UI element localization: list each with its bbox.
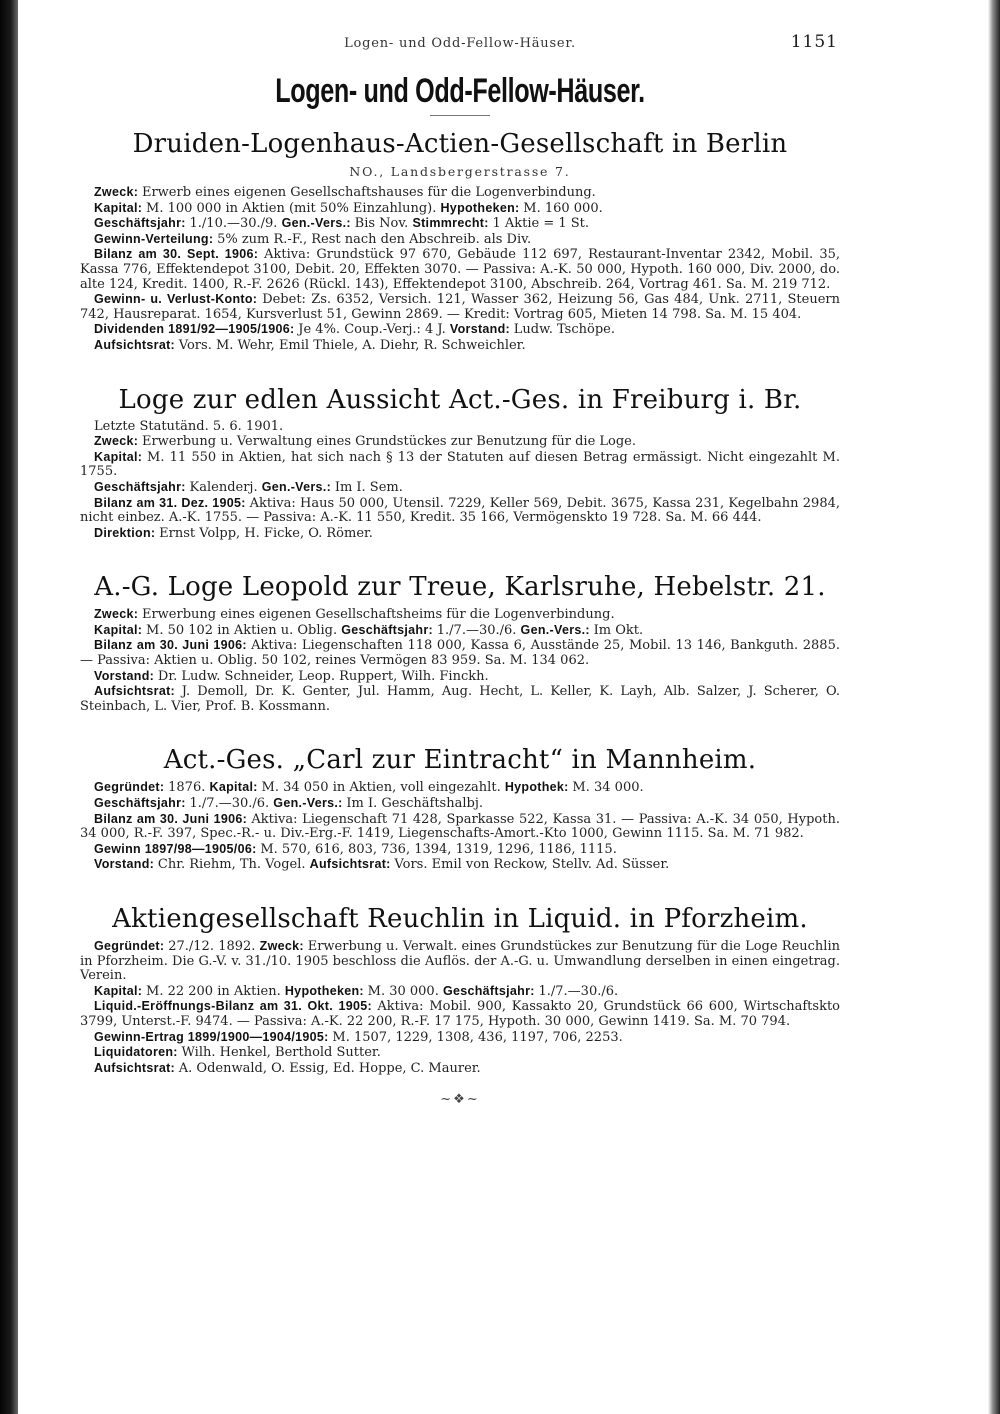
entry-paragraph (80, 480, 840, 496)
field-label: Gen.-Vers.: (261, 479, 335, 494)
section-title: Logen- und Odd-Fellow-Häuser. (275, 72, 645, 110)
field-label: Bilanz am 31. Dez. 1905: (94, 495, 250, 510)
field-label: Aufsichtsrat: (94, 1060, 179, 1075)
company-entry (80, 571, 840, 714)
field-value: Erwerbung eines eigenen Gesellschaftsheims für die Logenverbindung. (141, 607, 615, 623)
field-value: M. 1507, 1229, 1308, 436, 1197, 706, 2253. (332, 1029, 623, 1045)
company-title: Druiden-Logenhaus-Actien-Gesellschaft in Berlin (132, 129, 788, 159)
field-label: Geschäftsjahr: (442, 983, 539, 998)
entry-paragraph (80, 796, 840, 812)
entry-paragraph (80, 857, 840, 873)
field-value: Erwerb eines eigenen Gesellschaftshauses für die Logenverbindung. (141, 185, 596, 200)
field-label: Gen.-Vers.: (520, 622, 594, 637)
entry-paragraph (80, 322, 840, 338)
field-value: Aktiva: Liegenschaft 71 428, Sparkasse 522, Kassa 31. — Passiva: A.-K. 34 050, Hypoth. 34 000, R.-F. 397, Spec.-R.- u. Div.-Erg.-F. 1419, Liegenschafts-Amort.-Kto 1000, Gewinn 1115. Sa. M. 71 982. (80, 811, 840, 842)
field-value: J. Demoll, Dr. K. Genter, Jul. Hamm, Aug. Hecht, L. Keller, K. Layh, Alb. Salzer, J. Scherer, O. Steinbach, L. Vier, Prof. B. Kossmann. (80, 684, 840, 714)
field-label: Hypothek: (504, 780, 573, 795)
field-label: Zweck: (94, 185, 142, 199)
field-value: Im I. Geschäftshalbj. (346, 796, 483, 812)
field-label: Geschäftsjahr: (94, 796, 190, 811)
field-value: 1./7.—30./6. (436, 622, 521, 638)
field-value: Je 4%. Coup.-Verj.: 4 J. (298, 322, 450, 338)
field-value: Im Okt. (593, 622, 644, 638)
entry-paragraph (80, 999, 840, 1029)
entry-paragraph (80, 623, 840, 639)
entry-paragraph (80, 420, 840, 435)
field-label: Vorstand: (94, 857, 158, 872)
field-value: 1./7.—30./6. (189, 796, 274, 812)
field-value: Ludw. Tschöpe. (513, 322, 615, 338)
field-label: Hypotheken: (440, 200, 524, 215)
field-label: Geschäftsjahr: (341, 622, 437, 637)
field-value: Kalenderj. (189, 479, 262, 495)
field-value: M. 11 550 in Aktien, hat sich nach § 13 der Statuten auf diesen Betrag ermässigt. Nicht eingezahlt M. 1755. (80, 449, 840, 480)
field-value: Bis Nov. (354, 216, 413, 232)
field-value: 1876. (168, 780, 210, 796)
field-label: Bilanz am 30. Sept. 1906: (94, 247, 265, 262)
entry-paragraph (80, 201, 840, 217)
page-edge-shadow (988, 0, 1000, 1414)
field-label: Zweck: (94, 434, 142, 449)
field-label: Gewinn 1897/98—1905/06: (94, 841, 261, 856)
field-value: Debet: Zs. 6352, Versich. 121, Wasser 362, Heizung 56, Gas 484, Unk. 2711, Steuern 742, Hausreparat. 1654, Kursverlust 51, Gewinn 2869. — Kredit: Vortrag 605, Mieten 14 798. Sa. M. 15 404. (80, 292, 840, 322)
entry-paragraph (80, 669, 840, 685)
field-value: Letzte Statutänd. 5. 6. 1901. (94, 418, 284, 434)
field-value: 27./12. 1892. (168, 939, 260, 954)
running-head (80, 28, 840, 58)
field-label: Bilanz am 30. Juni 1906: (94, 638, 252, 653)
field-value: Im I. Sem. (334, 479, 403, 495)
field-label: Gewinn-Verteilung: (94, 231, 218, 246)
field-value: Dr. Ludw. Schneider, Leop. Ruppert, Wilh. Finckh. (157, 668, 489, 684)
field-value: Vors. M. Wehr, Emil Thiele, A. Diehr, R. Schweichler. (178, 337, 526, 353)
field-label: Gewinn-Ertrag 1899/1900—1904/1905: (94, 1029, 333, 1044)
field-label: Kapital: (94, 622, 147, 637)
field-label: Gegründet: (94, 939, 169, 953)
company-title: Loge zur edlen Aussicht Act.-Ges. in Freiburg i. Br. (118, 384, 802, 415)
entry-paragraph (80, 939, 840, 984)
company-list (80, 128, 840, 1076)
entry-paragraph (80, 232, 840, 248)
entry-paragraph (80, 292, 840, 322)
field-label: Aufsichtsrat: (94, 337, 179, 352)
entry-paragraph (80, 1030, 840, 1046)
field-value: Aktiva: Mobil. 900, Kassakto 20, Grundstück 66 600, Wirtschaftskto 3799, Unterst.-F. 9474. — Passiva: A.-K. 22 200, R.-F. 17 175, Hypoth. 30 000, Gewinn 1419. Sa. M. 70 794. (80, 999, 840, 1029)
company-title: A.-G. Loge Leopold zur Treue, Karlsruhe, Hebelstr. 21. (94, 572, 826, 603)
title-rule (430, 115, 490, 116)
entry-paragraph (80, 338, 840, 354)
field-label: Gen.-Vers.: (273, 796, 347, 811)
entry-paragraph (80, 247, 840, 292)
entry-gap (80, 541, 840, 559)
field-value: Aktiva: Haus 50 000, Utensil. 7229, Keller 569, Debit. 3675, Kassa 231, Kegelbahn 2984, nicht einbez. A.-K. 1755. — Passiva: A.-K. 11 550, Kredit. 35 166, Vermögenskto 19 728. Sa. M. 66 444. (80, 495, 840, 526)
company-address: NO., Landsbergerstrasse 7. (349, 164, 571, 179)
field-value: M. 50 102 in Aktien u. Oblig. (146, 622, 342, 638)
entry-paragraph (80, 607, 840, 623)
page-number: 1151 (790, 32, 838, 52)
field-value: Aktiva: Grundstück 97 670, Gebäude 112 697, Restaurant-Inventar 2342, Mobil. 35, Kassa 776, Effektendepot 3100, Debit. 20, Effekten 3070. — Passiva: A.-K. 50 000, Hypoth. 160 000, Div. 2000, do. alte 124, Kredit. 1400, R.-F. 2626 (Rückl. 143), Effektendepot 3100, Abschreib. 264, Vortrag 461. Sa. M. 219 712. (80, 247, 840, 292)
entry-paragraph (80, 216, 840, 232)
entry-paragraph (80, 780, 840, 796)
field-value: 1./10.—30./9. (189, 216, 282, 232)
field-value: 5% zum R.-F., Rest nach den Abschreib. als Div. (217, 231, 532, 247)
field-label: Dividenden 1891/92—1905/1906: (94, 322, 299, 337)
field-value: M. 570, 616, 803, 736, 1394, 1319, 1296, 1186, 1115. (260, 841, 617, 857)
document-page (80, 28, 840, 1107)
entry-paragraph (80, 984, 840, 1000)
field-label: Aufsichtsrat: (309, 857, 395, 872)
entry-paragraph (80, 1045, 840, 1061)
field-value: Erwerbung u. Verwaltung eines Grundstückes zur Benutzung für die Loge. (141, 434, 636, 450)
field-label: Bilanz am 30. Juni 1906: (94, 811, 252, 826)
entry-paragraph (80, 526, 840, 542)
field-value: 1./7.—30./6. (538, 983, 619, 999)
entry-gap (80, 714, 840, 732)
entry-paragraph (80, 496, 840, 526)
entry-gap (80, 873, 840, 891)
field-label: Zweck: (94, 607, 142, 622)
field-value: Vors. Emil von Reckow, Stellv. Ad. Süsser. (394, 857, 670, 873)
field-label: Vorstand: (449, 322, 514, 337)
field-label: Aufsichtsrat: (94, 684, 182, 699)
field-label: Kapital: (94, 200, 147, 215)
field-label: Liquid.-Eröffnungs-Bilanz am 31. Okt. 1905: (94, 999, 378, 1014)
field-value: Chr. Riehm, Th. Vogel. (157, 857, 310, 873)
field-value: M. 22 200 in Aktien. (146, 983, 285, 999)
field-label: Stimmrecht: (412, 216, 493, 231)
end-ornament: ~❖~ (440, 1092, 480, 1108)
field-value: Aktiva: Liegenschaften 118 000, Kassa 6, Ausstände 25, Mobil. 13 146, Bankguth. 2885. — Passiva: Aktien u. Oblig. 50 102, reines Vermögen 83 959. Sa. M. 134 062. (80, 638, 840, 669)
field-value: A. Odenwald, O. Essig, Ed. Hoppe, C. Maurer. (178, 1060, 481, 1076)
field-label: Kapital: (94, 983, 147, 998)
field-value: M. 100 000 in Aktien (mit 50% Einzahlung). (146, 200, 441, 216)
entry-paragraph (80, 185, 840, 201)
field-value: Ernst Volpp, H. Ficke, O. Römer. (159, 525, 373, 541)
company-entry (80, 744, 840, 873)
company-entry (80, 384, 840, 542)
field-label: Liquidatoren: (94, 1045, 182, 1060)
field-label: Hypotheken: (284, 983, 368, 998)
field-value: M. 30 000. (367, 983, 443, 999)
entry-paragraph (80, 450, 840, 480)
field-label: Gen.-Vers.: (281, 216, 355, 231)
field-label: Geschäftsjahr: (94, 479, 190, 494)
company-title: Aktiengesellschaft Reuchlin in Liquid. in Pforzheim. (112, 904, 808, 934)
field-label: Direktion: (94, 525, 160, 540)
running-title: Logen- und Odd-Fellow-Häuser. (344, 36, 576, 51)
field-label: Vorstand: (94, 668, 158, 683)
field-label: Gegründet: (94, 780, 169, 795)
entry-paragraph (80, 1061, 840, 1077)
field-label: Geschäftsjahr: (94, 216, 190, 231)
field-label: Zweck: (259, 939, 308, 953)
field-value: M. 160 000. (523, 200, 603, 216)
field-label: Kapital: (209, 780, 262, 795)
field-value: Wilh. Henkel, Berthold Sutter. (181, 1045, 381, 1061)
entry-paragraph (80, 684, 840, 714)
field-label: Gewinn- u. Verlust-Konto: (94, 292, 263, 307)
entry-paragraph (80, 638, 840, 668)
entry-paragraph (80, 434, 840, 450)
company-entry (80, 903, 840, 1076)
field-value: M. 34 050 in Aktien, voll eingezahlt. (261, 780, 505, 796)
entry-paragraph (80, 842, 840, 858)
entry-paragraph (80, 812, 840, 842)
field-value: Erwerbung u. Verwalt. eines Grundstückes zur Benutzung für die Loge Reuchlin in Pforzheim. Die G.-V. v. 31./10. 1905 beschloss die Auflös. der A.-G. u. Umwandlung derselben in einen eingetrag. Verein. (80, 939, 840, 984)
field-label: Kapital: (94, 449, 148, 464)
entry-gap (80, 354, 840, 372)
company-entry (80, 128, 840, 354)
company-title: Act.-Ges. „Carl zur Eintracht“ in Mannheim. (163, 745, 757, 776)
field-value: M. 34 000. (572, 780, 644, 796)
book-binding-shadow (0, 0, 18, 1414)
field-value: 1 Aktie = 1 St. (492, 216, 590, 232)
